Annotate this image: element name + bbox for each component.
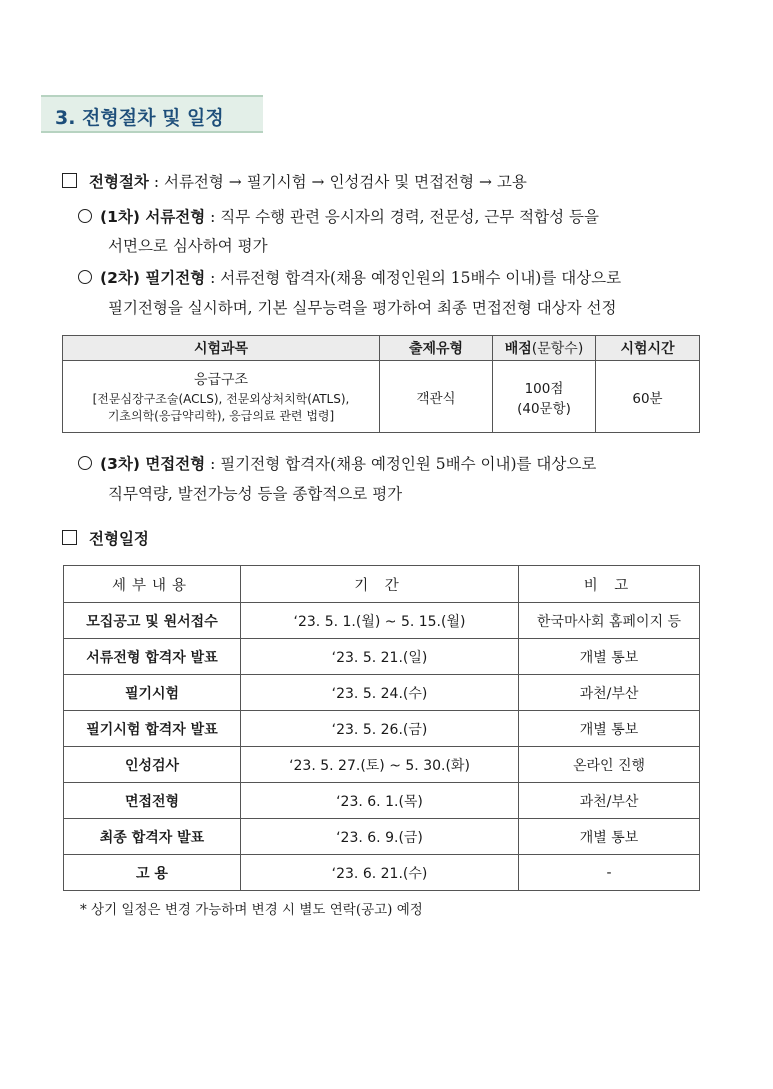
row-period: ‘23. 6. 9.(금) <box>241 819 519 855</box>
type-cell: 객관식 <box>380 361 493 433</box>
stage2-label: (2차) 필기전형 <box>100 269 206 287</box>
schedule-table <box>63 565 700 891</box>
stage1-label: (1차) 서류전형 <box>100 208 206 226</box>
schedule-heading: 전형일정 <box>89 530 149 548</box>
row-remark: 개별 통보 <box>519 639 700 675</box>
procedure-heading-line <box>62 170 527 192</box>
row-remark: 과천/부산 <box>519 675 700 711</box>
table-row <box>64 783 700 819</box>
checkbox-square-icon <box>62 530 77 545</box>
procedure-flow: : 서류전형 → 필기시험 → 인성검사 및 면접전형 → 고용 <box>148 173 527 191</box>
row-remark: 개별 통보 <box>519 819 700 855</box>
header-period: 기 간 <box>241 566 519 603</box>
table-row <box>64 819 700 855</box>
row-period: ‘23. 5. 26.(금) <box>241 711 519 747</box>
exam-table <box>62 335 700 433</box>
circle-bullet-icon <box>78 456 92 470</box>
header-type: 출제유형 <box>380 336 493 361</box>
table-row <box>64 639 700 675</box>
header-score-label: 배점 <box>504 341 532 357</box>
stage1-line <box>78 205 599 227</box>
circle-bullet-icon <box>78 270 92 284</box>
row-detail: 필기시험 <box>64 675 241 711</box>
row-period: ‘23. 5. 1.(월) ~ 5. 15.(월) <box>241 603 519 639</box>
table-row <box>64 747 700 783</box>
section-title-box <box>41 95 263 133</box>
stage1-text: : 직무 수행 관련 응시자의 경력, 전문성, 근무 적합성 등을 <box>205 208 599 226</box>
row-remark: 과천/부산 <box>519 783 700 819</box>
stage2-text-cont: 필기전형을 실시하며, 기본 실무능력을 평가하여 최종 면접전형 대상자 선정 <box>108 299 617 317</box>
row-period: ‘23. 5. 27.(토) ~ 5. 30.(화) <box>241 747 519 783</box>
row-remark: 한국마사회 홈페이지 등 <box>519 603 700 639</box>
row-period: ‘23. 5. 21.(일) <box>241 639 519 675</box>
row-remark: 개별 통보 <box>519 711 700 747</box>
row-detail: 인성검사 <box>64 747 241 783</box>
stage3-line <box>78 452 596 474</box>
row-period: ‘23. 6. 21.(수) <box>241 855 519 891</box>
row-period: ‘23. 5. 24.(수) <box>241 675 519 711</box>
schedule-heading-line <box>62 527 149 549</box>
stage3-label: (3차) 면접전형 <box>100 455 206 473</box>
stage3-text: : 필기전형 합격자(채용 예정인원 5배수 이내)를 대상으로 <box>205 455 597 473</box>
header-time: 시험시간 <box>596 336 700 361</box>
header-remark: 비 고 <box>519 566 700 603</box>
header-detail: 세부내용 <box>64 566 241 603</box>
row-detail: 필기시험 합격자 발표 <box>64 711 241 747</box>
row-remark: - <box>519 855 700 891</box>
table-row <box>64 855 700 891</box>
circle-bullet-icon <box>78 209 92 223</box>
table-row <box>64 675 700 711</box>
stage2-line <box>78 266 621 288</box>
header-subject: 시험과목 <box>63 336 380 361</box>
subject-title: 응급구조 <box>193 371 249 388</box>
row-detail: 면접전형 <box>64 783 241 819</box>
schedule-note: * 상기 일정은 변경 가능하며 변경 시 별도 연락(공고) 예정 <box>80 902 423 918</box>
row-detail: 최종 합격자 발표 <box>64 819 241 855</box>
time-cell: 60분 <box>596 361 700 433</box>
row-detail: 서류전형 합격자 발표 <box>64 639 241 675</box>
section-title: 3. 전형절차 및 일정 <box>55 107 224 129</box>
header-score <box>493 336 596 361</box>
score-cell <box>493 361 596 433</box>
subject-detail1: [전문심장구조술(ACLS), 전문외상처치학(ATLS), <box>92 391 350 406</box>
table-row <box>64 603 700 639</box>
checkbox-square-icon <box>62 173 77 188</box>
header-items-label: (문항수) <box>531 341 584 357</box>
subject-cell <box>63 361 380 433</box>
row-detail: 모집공고 및 원서접수 <box>64 603 241 639</box>
items-value: (40문항) <box>517 400 571 417</box>
stage3-text-cont: 직무역량, 발전가능성 등을 종합적으로 평가 <box>108 485 403 503</box>
score-value: 100점 <box>524 380 564 397</box>
row-detail: 고 용 <box>64 855 241 891</box>
stage1-text-cont: 서면으로 심사하여 평가 <box>108 237 268 255</box>
subject-detail2: 기초의학(응급약리학), 응급의료 관련 법령] <box>107 408 335 423</box>
stage2-text: : 서류전형 합격자(채용 예정인원의 15배수 이내)를 대상으로 <box>205 269 622 287</box>
row-period: ‘23. 6. 1.(목) <box>241 783 519 819</box>
row-remark: 온라인 진행 <box>519 747 700 783</box>
procedure-heading: 전형절차 <box>89 173 149 191</box>
table-row <box>64 711 700 747</box>
